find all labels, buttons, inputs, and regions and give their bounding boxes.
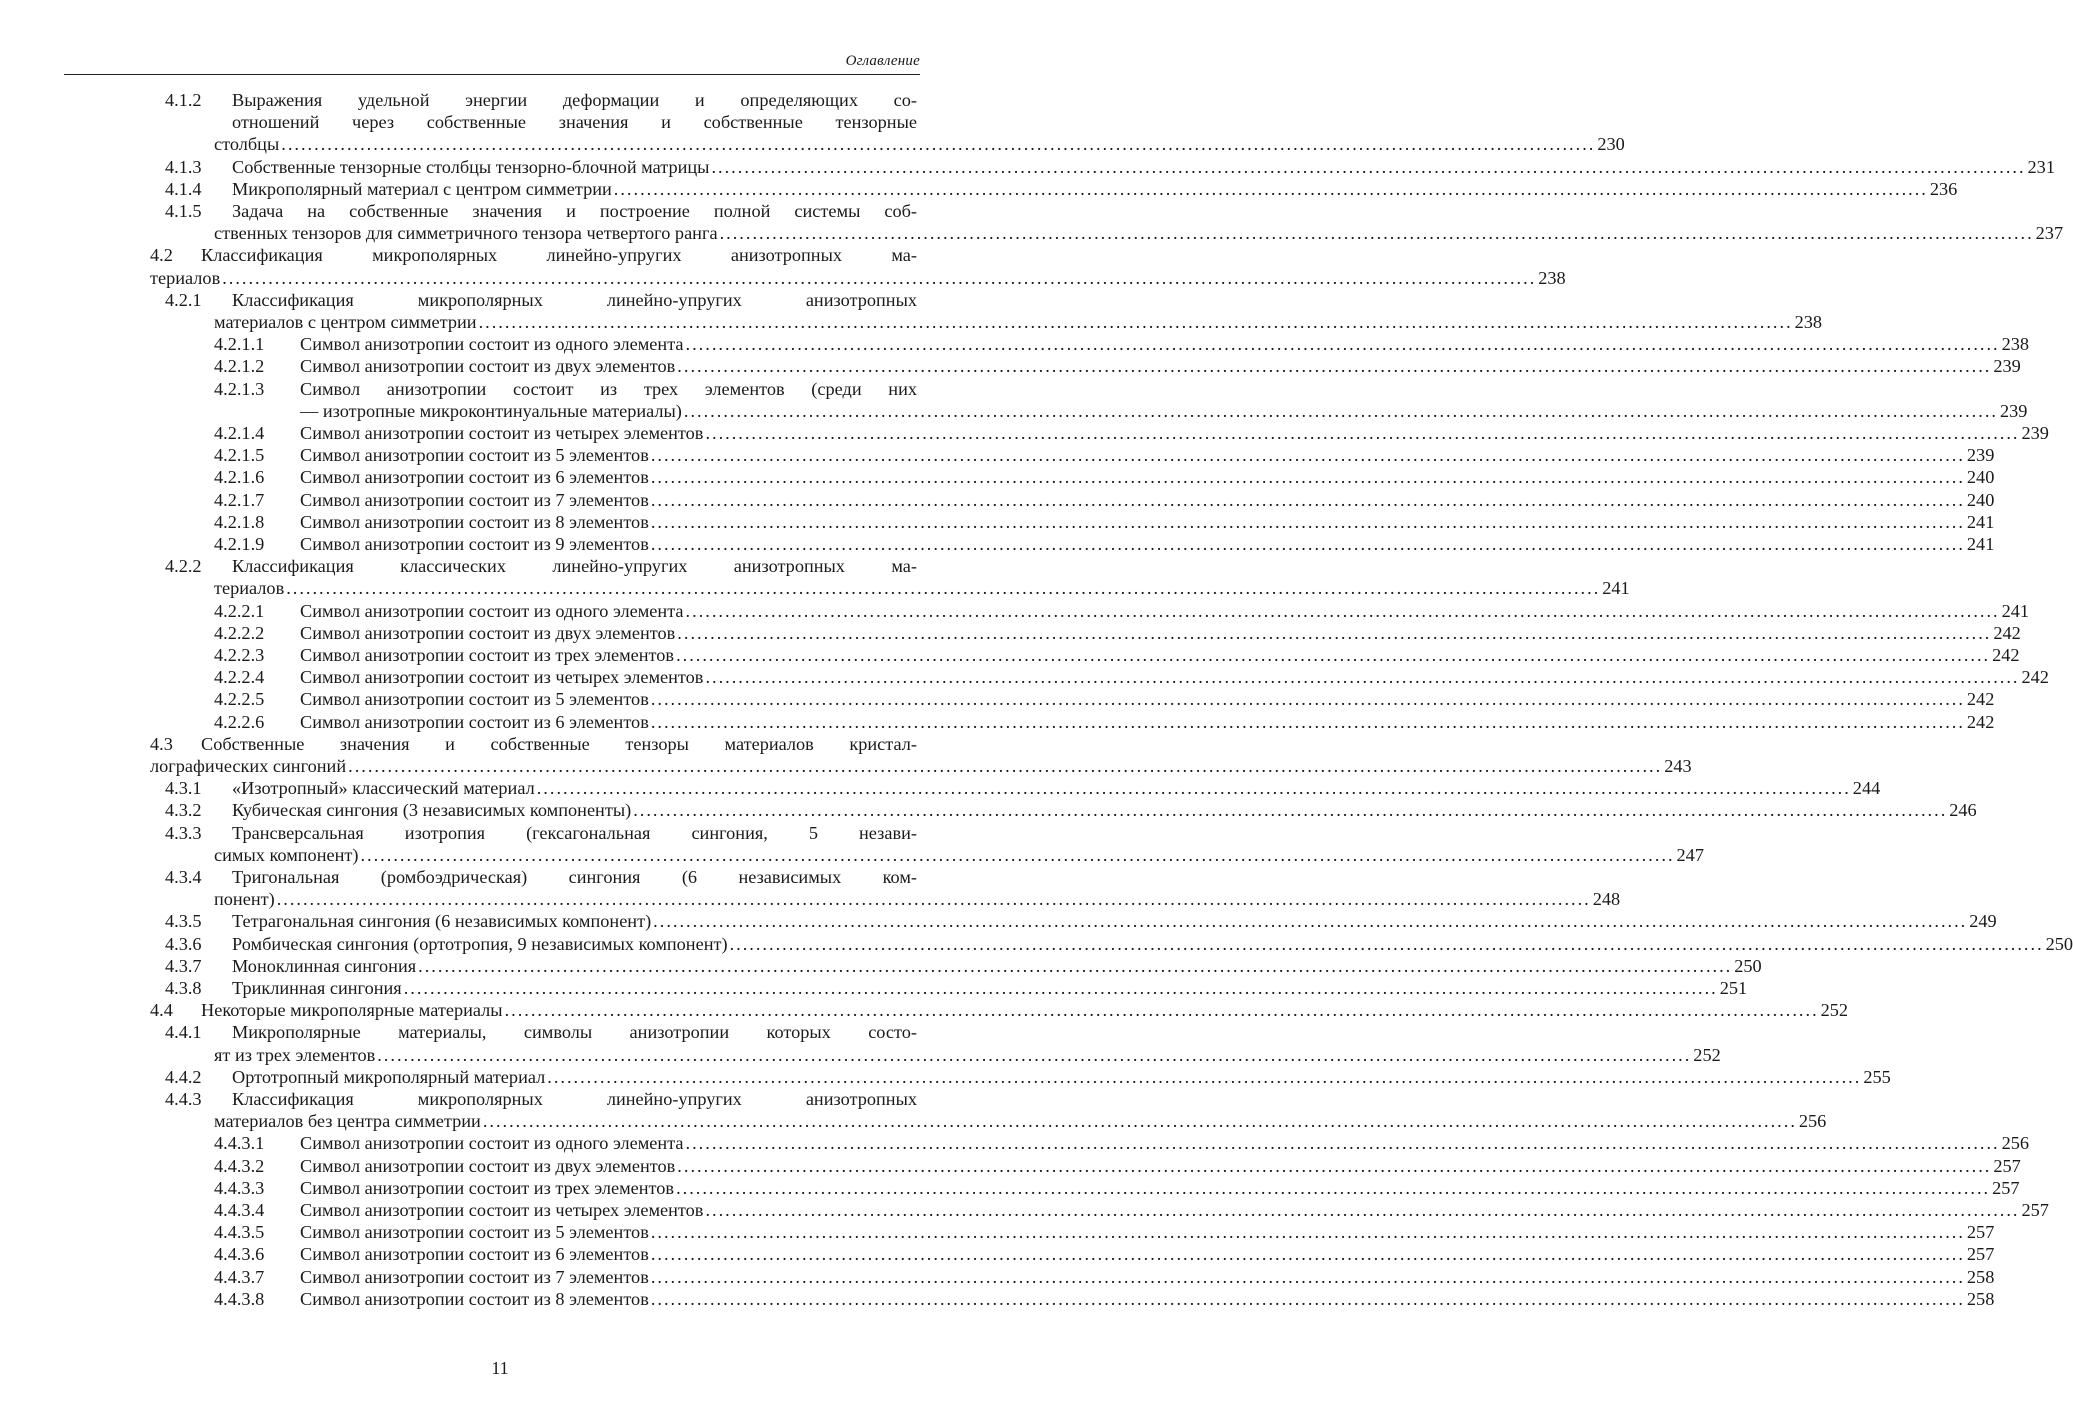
toc-entry-number: 4.4.1 bbox=[165, 1022, 202, 1043]
toc-entry-number: 4.4.3.3 bbox=[214, 1177, 265, 1198]
toc-entry-page: 257 bbox=[2021, 1200, 2049, 1220]
toc-entry-title: «Изотропный» классический материал bbox=[232, 778, 535, 799]
leader-dots: ........................................................................................................................................................................................................ bbox=[677, 622, 1992, 643]
toc-entry-page: 241 bbox=[2001, 600, 2030, 621]
toc-entry-title: материалов без центра симметрии bbox=[214, 1111, 481, 1132]
toc-entry-page: 248 bbox=[1592, 889, 1621, 910]
toc-entry-page: 252 bbox=[1693, 1044, 1721, 1065]
leader-dots: ........................................................................................................................................................................................................ bbox=[650, 467, 1965, 488]
leader-dots: ........................................................................................................................................................................................................ bbox=[286, 578, 1601, 599]
toc-entry-page: 257 bbox=[1966, 1222, 1995, 1243]
toc-entry-title: Моноклинная сингония bbox=[232, 955, 417, 976]
toc-entry-title: Символ анизотропии состоит из 6 элементов bbox=[300, 711, 649, 732]
leader-dots: ........................................................................................................................................................................................................ bbox=[650, 445, 1965, 466]
toc-entry-number: 4.2 bbox=[150, 245, 173, 266]
toc-entry-number: 4.2.1.3 bbox=[214, 378, 265, 399]
toc-entry-page: 249 bbox=[1969, 911, 1997, 932]
toc-entry-title-line: Собственные значения и собственные тензоры материалов кристал- bbox=[201, 733, 917, 754]
toc-entry-page: 257 bbox=[1992, 1177, 2020, 1198]
toc-entry-page: 242 bbox=[1993, 622, 2021, 643]
toc-entry-title: Триклинная сингония bbox=[232, 978, 402, 998]
toc-entry-title: материалов с центром симметрии bbox=[214, 312, 477, 332]
toc-entry-title: териалов bbox=[150, 267, 221, 288]
toc-entry-title: понент) bbox=[214, 889, 275, 910]
toc-entry-page: 251 bbox=[1719, 978, 1748, 998]
toc-entry-page: 230 bbox=[1597, 134, 1625, 155]
toc-entry-title: Ортотропный микрополярный материал bbox=[232, 1066, 546, 1087]
toc-entry-number: 4.1.2 bbox=[165, 90, 202, 110]
toc-entry-number: 4.4.3.1 bbox=[214, 1133, 265, 1154]
toc-entry-title: Символ анизотропии состоит из четырех элементов bbox=[300, 667, 704, 688]
toc-entry-title: Символ анизотропии состоит из трех элементов bbox=[300, 1177, 675, 1198]
toc-entry-title-line: Тригональная (ромбоэдрическая) сингония (6 независимых ком- bbox=[232, 867, 917, 887]
toc-entry-title: Символ анизотропии состоит из 8 элементов bbox=[300, 511, 649, 532]
toc-entry-title: териалов bbox=[214, 578, 285, 599]
leader-dots: ........................................................................................................................................................................................................ bbox=[650, 711, 1965, 732]
leader-dots: ........................................................................................................................................................................................................ bbox=[348, 756, 1663, 776]
toc-entry-title-line: Классификация микрополярных линейно-упругих анизотропных ма- bbox=[201, 245, 917, 266]
leader-dots: ........................................................................................................................................................................................................ bbox=[650, 1266, 1965, 1287]
toc-entry-number: 4.3.4 bbox=[165, 867, 202, 887]
toc-entry-number: 4.4.2 bbox=[165, 1066, 202, 1087]
toc-entry-title-line: Микрополярные материалы, символы анизотропии которых состо- bbox=[232, 1022, 917, 1043]
toc-entry-page: 241 bbox=[1602, 578, 1630, 599]
toc-entry-page: 239 bbox=[2021, 423, 2049, 443]
toc-entry-page: 236 bbox=[1929, 178, 1958, 199]
toc-entry-number: 4.3.6 bbox=[165, 933, 202, 954]
toc-entry-title-line: отношений через собственные значения и собственные тензорные bbox=[232, 112, 917, 133]
toc-entry-title: Ромбическая сингония (ортотропия, 9 независимых компонент) bbox=[232, 933, 728, 954]
toc-entry-title: Символ анизотропии состоит из 7 элементов bbox=[300, 489, 649, 510]
leader-dots: ........................................................................................................................................................................................................ bbox=[650, 511, 1965, 532]
leader-dots: ........................................................................................................................................................................................................ bbox=[729, 933, 2044, 954]
toc-entry-number: 4.2.1.6 bbox=[214, 467, 265, 488]
toc-entry-title: — изотропные микроконтинуальные материалы) bbox=[300, 400, 682, 421]
leader-dots: ........................................................................................................................................................................................................ bbox=[650, 1288, 1965, 1309]
toc-entry-number: 4.3.2 bbox=[165, 800, 202, 821]
toc-entry-title-line: Трансверсальная изотропия (гексагональная сингония, 5 незави- bbox=[232, 822, 917, 843]
toc-entry-title: Символ анизотропии состоит из 7 элементов bbox=[300, 1266, 649, 1287]
toc-entry-title-line: Классификация микрополярных линейно-упругих анизотропных bbox=[232, 1089, 917, 1109]
toc-entry-page: 243 bbox=[1664, 756, 1692, 776]
leader-dots: ........................................................................................................................................................................................................ bbox=[685, 1133, 2000, 1154]
leader-dots: ........................................................................................................................................................................................................ bbox=[276, 889, 1591, 910]
toc-entry-title: Символ анизотропии состоит из 5 элементов bbox=[300, 1222, 649, 1243]
leader-dots: ........................................................................................................................................................................................................ bbox=[705, 667, 2020, 688]
toc-entry-page: 231 bbox=[2027, 156, 2055, 177]
toc-entry-number: 4.2.2.2 bbox=[214, 622, 265, 643]
page-number: 11 bbox=[491, 1358, 509, 1378]
toc-entry-number: 4.2.1.5 bbox=[214, 445, 265, 466]
toc-entry-title: Символ анизотропии состоит из 8 элементов bbox=[300, 1288, 649, 1309]
leader-dots: ........................................................................................................................................................................................................ bbox=[650, 1222, 1965, 1243]
toc-entry-title: Символ анизотропии состоит из одного элемента bbox=[300, 600, 684, 621]
toc-entry-page: 237 bbox=[2035, 223, 2064, 244]
toc-entry-title-line: Классификация микрополярных линейно-упругих анизотропных bbox=[232, 289, 917, 310]
toc-entry-title: Кубическая сингония (3 независимых компоненты) bbox=[232, 800, 632, 821]
toc-entry-number: 4.3 bbox=[150, 733, 173, 754]
toc-entry-number: 4.4.3 bbox=[165, 1089, 202, 1109]
toc-entry-title: Символ анизотропии состоит из 5 элементов bbox=[300, 445, 649, 466]
toc-entry-number: 4.3.1 bbox=[165, 778, 202, 799]
toc-entry-page: 257 bbox=[1966, 1244, 1995, 1265]
toc-entry-title: Символ анизотропии состоит из двух элементов bbox=[300, 622, 676, 643]
toc-entry-title: Символ анизотропии состоит из 5 элементов bbox=[300, 689, 649, 710]
toc-entry-title: Символ анизотропии состоит из двух элементов bbox=[300, 1155, 676, 1176]
leader-dots: ........................................................................................................................................................................................................ bbox=[478, 312, 1793, 332]
leader-dots: ........................................................................................................................................................................................................ bbox=[360, 844, 1675, 865]
toc-entry-number: 4.4.3.8 bbox=[214, 1288, 265, 1309]
toc-entry-title: Символ анизотропии состоит из 6 элементов bbox=[300, 467, 649, 488]
leader-dots: ........................................................................................................................................................................................................ bbox=[504, 1000, 1819, 1021]
toc-entry-page: 250 bbox=[1734, 955, 1762, 976]
toc-entry-number: 4.4.3.7 bbox=[214, 1266, 265, 1287]
toc-entry-page: 258 bbox=[1966, 1288, 1995, 1309]
leader-dots: ........................................................................................................................................................................................................ bbox=[613, 178, 1928, 199]
toc-entry-number: 4.2.1.9 bbox=[214, 534, 265, 554]
toc-entry-number: 4.3.8 bbox=[165, 978, 202, 998]
toc-entry-title: Символ анизотропии состоит из одного элемента bbox=[300, 334, 684, 355]
leader-dots: ........................................................................................................................................................................................................ bbox=[650, 489, 1965, 510]
toc-entry-number: 4.4 bbox=[150, 1000, 173, 1021]
toc-entry-title: столбцы bbox=[214, 134, 280, 155]
toc-entry-page: 242 bbox=[2021, 667, 2049, 688]
toc-entry-page: 250 bbox=[2045, 933, 2073, 954]
leader-dots: ........................................................................................................................................................................................................ bbox=[633, 800, 1948, 821]
toc-entry-number: 4.2.2.3 bbox=[214, 645, 265, 665]
toc-entry-number: 4.2.1.4 bbox=[214, 423, 265, 443]
leader-dots: ........................................................................................................................................................................................................ bbox=[719, 223, 2034, 244]
toc-entry-page: 240 bbox=[1966, 467, 1995, 488]
toc-entry-number: 4.4.3.6 bbox=[214, 1244, 265, 1265]
leader-dots: ........................................................................................................................................................................................................ bbox=[685, 600, 2000, 621]
toc-entry-page: 252 bbox=[1820, 1000, 1849, 1021]
toc-entry-title-line: Задача на собственные значения и построение полной системы соб- bbox=[232, 201, 917, 221]
leader-dots: ........................................................................................................................................................................................................ bbox=[677, 356, 1992, 377]
toc-entry-number: 4.2.2.1 bbox=[214, 600, 265, 621]
leader-dots: ........................................................................................................................................................................................................ bbox=[705, 423, 2020, 443]
leader-dots: ........................................................................................................................................................................................................ bbox=[482, 1111, 1797, 1132]
leader-dots: ........................................................................................................................................................................................................ bbox=[547, 1066, 1862, 1087]
toc-entry-number: 4.2.1.2 bbox=[214, 356, 265, 377]
toc-entry-number: 4.3.5 bbox=[165, 911, 202, 932]
toc-entry-page: 244 bbox=[1852, 778, 1881, 799]
toc-entry-number: 4.3.3 bbox=[165, 822, 202, 843]
toc-entry-title: Некоторые микрополярные материалы bbox=[201, 1000, 503, 1021]
toc-entry-page: 238 bbox=[1794, 312, 1823, 332]
toc-entry-page: 238 bbox=[1538, 267, 1566, 288]
leader-dots: ........................................................................................................................................................................................................ bbox=[676, 645, 1991, 665]
toc-entry-title-line: Символ анизотропии состоит из трех элементов (среди них bbox=[300, 378, 917, 399]
leader-dots: ........................................................................................................................................................................................................ bbox=[377, 1044, 1692, 1065]
toc-entry-page: 240 bbox=[1966, 489, 1995, 510]
toc-entry-page: 241 bbox=[1966, 511, 1995, 532]
leader-dots: ........................................................................................................................................................................................................ bbox=[403, 978, 1718, 998]
toc-entry-page: 258 bbox=[1966, 1266, 1995, 1287]
leader-dots: ........................................................................................................................................................................................................ bbox=[711, 156, 2026, 177]
toc-entry-title: Микрополярный материал с центром симметрии bbox=[232, 178, 612, 199]
toc-entry-number: 4.1.3 bbox=[165, 156, 202, 177]
leader-dots: ........................................................................................................................................................................................................ bbox=[650, 1244, 1965, 1265]
toc-entry-title: Символ анизотропии состоит из 6 элементов bbox=[300, 1244, 649, 1265]
toc-entry-page: 242 bbox=[1966, 689, 1995, 710]
toc-entry-title: Символ анизотропии состоит из четырех элементов bbox=[300, 1200, 704, 1220]
toc-entry-number: 4.1.4 bbox=[165, 178, 202, 199]
toc-entry-page: 256 bbox=[1798, 1111, 1827, 1132]
toc-entry-number: 4.2.1.8 bbox=[214, 511, 265, 532]
toc-entry-title: ственных тензоров для симметричного тензора четвертого ранга bbox=[214, 223, 718, 244]
toc-entry-title: ят из трех элементов bbox=[214, 1044, 376, 1065]
toc-entry-title: Символ анизотропии состоит из четырех элементов bbox=[300, 423, 704, 443]
leader-dots: ........................................................................................................................................................................................................ bbox=[685, 334, 2000, 355]
toc-entry-title-line: Выражения удельной энергии деформации и определяющих со- bbox=[232, 90, 917, 110]
leader-dots: ........................................................................................................................................................................................................ bbox=[683, 400, 1998, 421]
toc-entry-page: 239 bbox=[1993, 356, 2021, 377]
leader-dots: ........................................................................................................................................................................................................ bbox=[705, 1200, 2020, 1220]
toc-entry-page: 238 bbox=[2001, 334, 2030, 355]
leader-dots: ........................................................................................................................................................................................................ bbox=[536, 778, 1851, 799]
toc-entry-number: 4.2.1.7 bbox=[214, 489, 265, 510]
toc-entry-number: 4.4.3.4 bbox=[214, 1200, 265, 1220]
toc-entry-number: 4.2.1.1 bbox=[214, 334, 265, 355]
toc-entry-title: Символ анизотропии состоит из одного элемента bbox=[300, 1133, 684, 1154]
leader-dots: ........................................................................................................................................................................................................ bbox=[418, 955, 1733, 976]
header-rule bbox=[64, 74, 920, 75]
toc-entry-title: Собственные тензорные столбцы тензорно-блочной матрицы bbox=[232, 156, 710, 177]
toc-entry-title: Символ анизотропии состоит из 9 элементов bbox=[300, 534, 649, 554]
toc-entry-title: Тетрагональная сингония (6 независимых компонент) bbox=[232, 911, 652, 932]
toc-entry-number: 4.2.2.4 bbox=[214, 667, 265, 688]
toc-entry-page: 256 bbox=[2001, 1133, 2030, 1154]
toc-entry-title: лографических сингоний bbox=[150, 756, 347, 776]
toc-entry-page: 257 bbox=[1993, 1155, 2021, 1176]
toc-entry-page: 242 bbox=[1992, 645, 2020, 665]
leader-dots: ........................................................................................................................................................................................................ bbox=[677, 1155, 1992, 1176]
toc-entry-page: 241 bbox=[1966, 534, 1995, 554]
toc-entry-number: 4.2.2.6 bbox=[214, 711, 265, 732]
toc-entry-number: 4.1.5 bbox=[165, 201, 202, 221]
toc-entry-page: 247 bbox=[1676, 844, 1704, 865]
toc-entry-page: 239 bbox=[1999, 400, 2028, 421]
leader-dots: ........................................................................................................................................................................................................ bbox=[222, 267, 1537, 288]
toc-entry-page: 246 bbox=[1949, 800, 1977, 821]
leader-dots: ........................................................................................................................................................................................................ bbox=[281, 134, 1596, 155]
leader-dots: ........................................................................................................................................................................................................ bbox=[650, 534, 1965, 554]
leader-dots: ........................................................................................................................................................................................................ bbox=[650, 689, 1965, 710]
toc-entry-page: 242 bbox=[1966, 711, 1995, 732]
toc-entry-number: 4.2.2.5 bbox=[214, 689, 265, 710]
leader-dots: ........................................................................................................................................................................................................ bbox=[653, 911, 1968, 932]
toc-entry-page: 255 bbox=[1863, 1066, 1891, 1087]
toc-entry-number: 4.4.3.2 bbox=[214, 1155, 265, 1176]
toc-entry-number: 4.2.2 bbox=[165, 556, 202, 577]
toc-entry-title: Символ анизотропии состоит из трех элементов bbox=[300, 645, 675, 665]
leader-dots: ........................................................................................................................................................................................................ bbox=[676, 1177, 1991, 1198]
toc-entry-number: 4.3.7 bbox=[165, 955, 202, 976]
toc-entry-number: 4.2.1 bbox=[165, 289, 202, 310]
toc-entry-number: 4.4.3.5 bbox=[214, 1222, 265, 1243]
toc-entry-title: Символ анизотропии состоит из двух элементов bbox=[300, 356, 676, 377]
toc-entry-title-line: Классификация классических линейно-упругих анизотропных ма- bbox=[232, 556, 917, 577]
running-header: Оглавление bbox=[845, 53, 920, 69]
toc-entry-title: симых компонент) bbox=[214, 844, 359, 865]
toc-entry-page: 239 bbox=[1966, 445, 1995, 466]
